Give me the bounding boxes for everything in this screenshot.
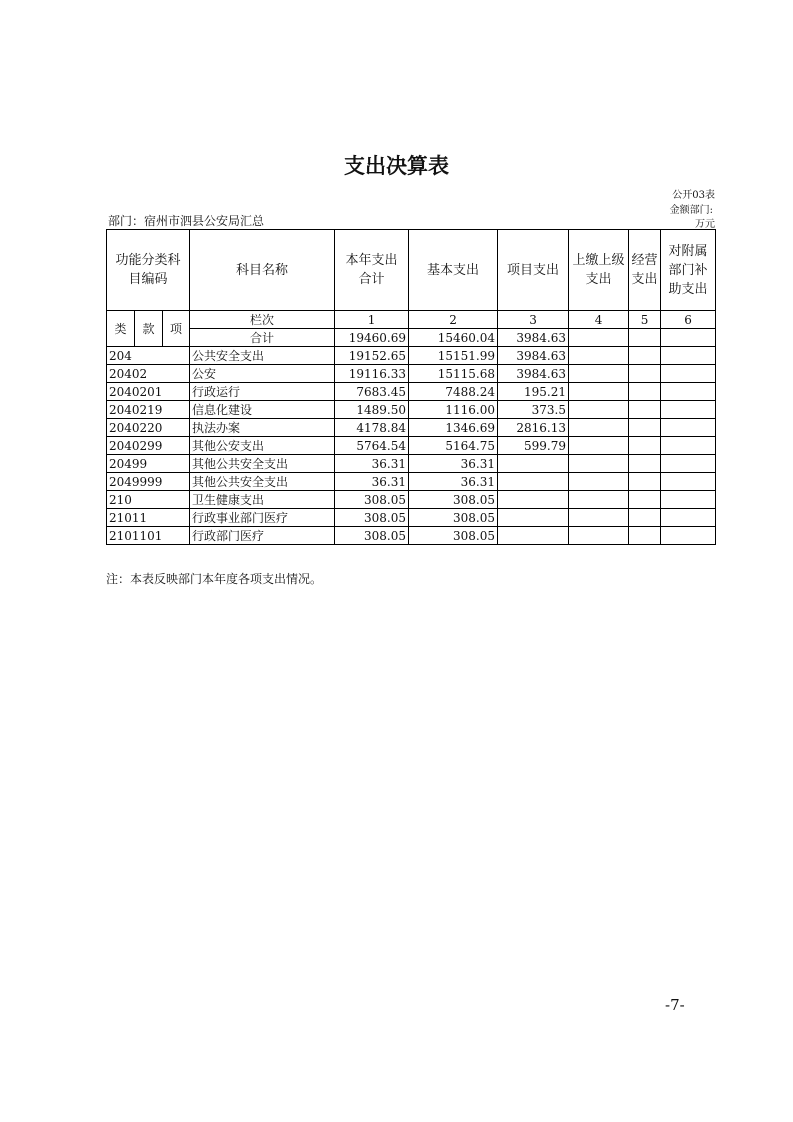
row-project [498, 455, 569, 473]
col-number-4: 4 [569, 311, 629, 329]
header-lanci: 栏次 [190, 311, 335, 329]
header-row [107, 230, 716, 311]
row-basic: 308.05 [409, 509, 498, 527]
row-code: 21011 [107, 509, 190, 527]
row-basic: 15151.99 [409, 347, 498, 365]
row-code: 2040220 [107, 419, 190, 437]
table-row [107, 419, 716, 437]
header-project: 项目支出 [498, 230, 569, 311]
row-code: 204 [107, 347, 190, 365]
total-row [107, 329, 716, 347]
row-name: 卫生健康支出 [190, 491, 335, 509]
row-project: 195.21 [498, 383, 569, 401]
row-name: 行政运行 [190, 383, 335, 401]
row-project: 3984.63 [498, 347, 569, 365]
row-total: 7683.45 [335, 383, 409, 401]
row-total: 308.05 [335, 527, 409, 545]
page-number: -7- [665, 996, 685, 1014]
row-total: 5764.54 [335, 437, 409, 455]
table-row [107, 383, 716, 401]
footnote: 注：本表反映部门本年度各项支出情况。 [106, 572, 323, 586]
header-subject-name: 科目名称 [190, 230, 335, 311]
row-total: 308.05 [335, 491, 409, 509]
row-code: 2040201 [107, 383, 190, 401]
header-upper: 上缴上级支出 [569, 230, 629, 311]
row-name: 其他公安支出 [190, 437, 335, 455]
row-project [498, 491, 569, 509]
row-name: 行政部门医疗 [190, 527, 335, 545]
row-name: 执法办案 [190, 419, 335, 437]
table-row [107, 473, 716, 491]
row-name: 公安 [190, 365, 335, 383]
page-title: 支出决算表 [344, 154, 449, 178]
total-basic: 15460.04 [409, 329, 498, 347]
row-name: 信息化建设 [190, 401, 335, 419]
total-sum: 19460.69 [335, 329, 409, 347]
row-code: 2040299 [107, 437, 190, 455]
col-number-6: 6 [661, 311, 716, 329]
row-name: 公共安全支出 [190, 347, 335, 365]
col-number-1: 1 [335, 311, 409, 329]
table-row [107, 347, 716, 365]
row-code: 20402 [107, 365, 190, 383]
row-project [498, 509, 569, 527]
header-lei: 类 [107, 311, 135, 347]
unit-value: 万元 [695, 219, 715, 230]
row-project: 373.5 [498, 401, 569, 419]
row-code: 2101101 [107, 527, 190, 545]
header-function-code: 功能分类科目编码 [107, 230, 190, 311]
col-number-5: 5 [629, 311, 661, 329]
row-code: 20499 [107, 455, 190, 473]
row-basic: 308.05 [409, 527, 498, 545]
department-label: 部门：宿州市泗县公安局汇总 [108, 214, 265, 228]
table-row [107, 401, 716, 419]
row-total: 19116.33 [335, 365, 409, 383]
column-number-row [107, 311, 716, 329]
row-name: 行政事业部门医疗 [190, 509, 335, 527]
table-row [107, 509, 716, 527]
header-xiang: 项 [163, 311, 190, 347]
header-operating: 经营支出 [629, 230, 661, 311]
total-label: 合计 [190, 329, 335, 347]
header-kuan: 款 [135, 311, 163, 347]
table-row [107, 437, 716, 455]
row-project: 3984.63 [498, 365, 569, 383]
row-name: 其他公共安全支出 [190, 455, 335, 473]
header-basic: 基本支出 [409, 230, 498, 311]
col-number-3: 3 [498, 311, 569, 329]
row-total: 4178.84 [335, 419, 409, 437]
row-code: 2049999 [107, 473, 190, 491]
table-row [107, 365, 716, 383]
table-row [107, 491, 716, 509]
row-basic: 15115.68 [409, 365, 498, 383]
row-name: 其他公共安全支出 [190, 473, 335, 491]
header-subsidy: 对附属部门补助支出 [661, 230, 716, 311]
row-basic: 1346.69 [409, 419, 498, 437]
row-basic: 308.05 [409, 491, 498, 509]
row-total: 308.05 [335, 509, 409, 527]
header-total: 本年支出合计 [335, 230, 409, 311]
row-total: 36.31 [335, 455, 409, 473]
row-basic: 7488.24 [409, 383, 498, 401]
row-basic: 36.31 [409, 455, 498, 473]
col-number-2: 2 [409, 311, 498, 329]
table-row [107, 527, 716, 545]
row-project: 599.79 [498, 437, 569, 455]
row-code: 210 [107, 491, 190, 509]
row-code: 2040219 [107, 401, 190, 419]
row-total: 19152.65 [335, 347, 409, 365]
row-basic: 5164.75 [409, 437, 498, 455]
row-total: 1489.50 [335, 401, 409, 419]
row-total: 36.31 [335, 473, 409, 491]
row-basic: 1116.00 [409, 401, 498, 419]
row-basic: 36.31 [409, 473, 498, 491]
total-project: 3984.63 [498, 329, 569, 347]
row-project: 2816.13 [498, 419, 569, 437]
form-code: 公开03表 [672, 190, 715, 201]
table-row [107, 455, 716, 473]
unit-label: 金额部门: [669, 205, 713, 216]
expenditure-table [106, 229, 716, 545]
row-project [498, 527, 569, 545]
row-project [498, 473, 569, 491]
